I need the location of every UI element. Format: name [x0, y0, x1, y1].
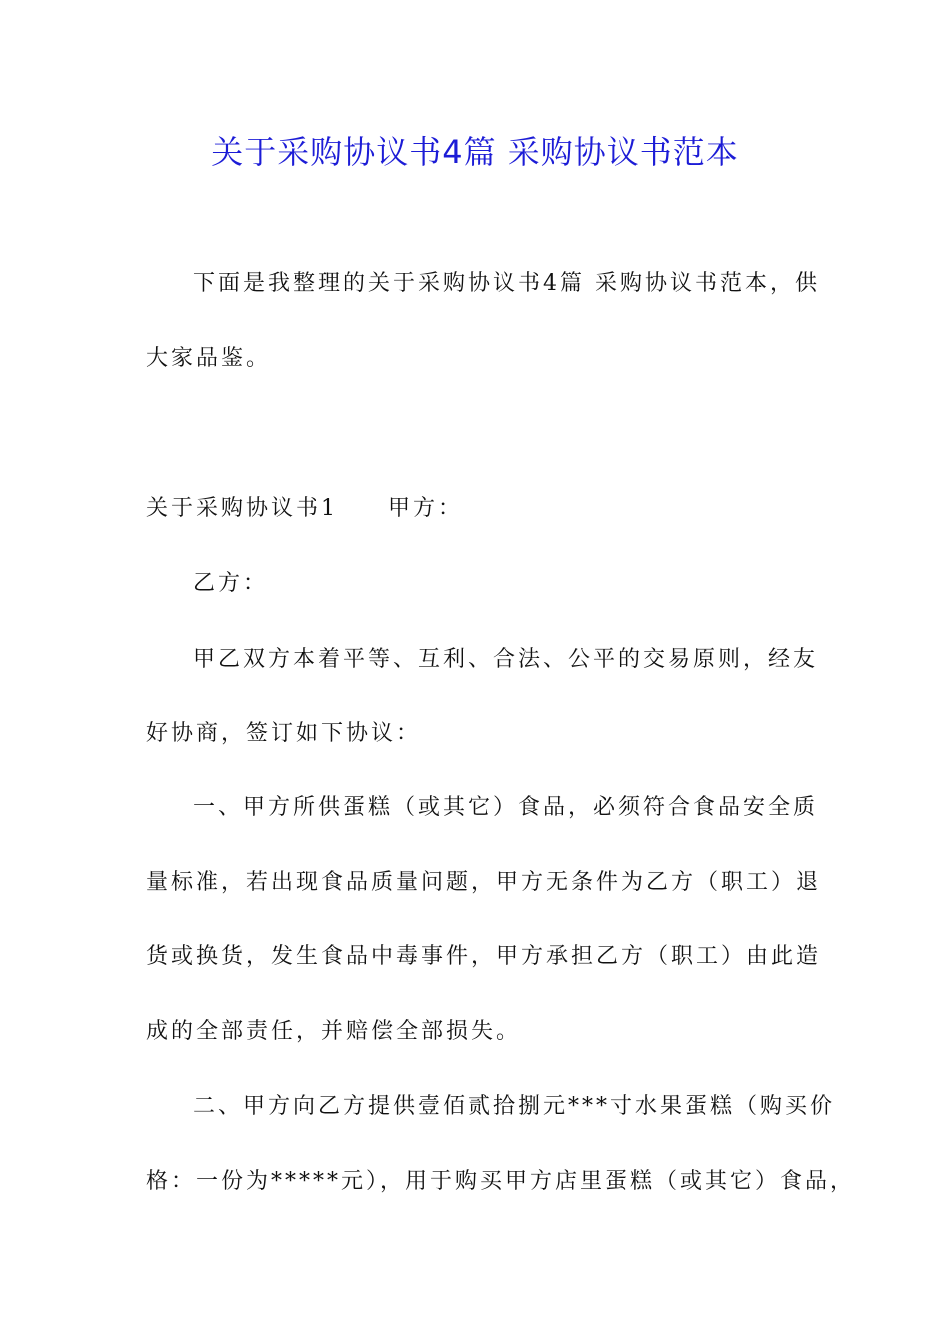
intro-line-1: 下面是我整理的关于采购协议书4篇 采购协议书范本，供 [193, 271, 820, 296]
para1-line-1: 甲乙双方本着平等、互利、合法、公平的交易原则，经友 [193, 647, 819, 672]
clause1-line-2: 量标准，若出现食品质量问题，甲方无条件为乙方（职工）退 [146, 870, 822, 895]
party-b-label: 乙方： [193, 571, 269, 596]
section-heading: 关于采购协议书1 [146, 496, 338, 521]
document-title: 关于采购协议书4篇 采购协议书范本 [211, 133, 739, 171]
clause2-line-2: 格：一份为*****元），用于购买甲方店里蛋糕（或其它）食品， [146, 1169, 856, 1194]
para1-line-2: 好协商，签订如下协议： [146, 721, 422, 746]
clause1-line-4: 成的全部责任，并赔偿全部损失。 [146, 1019, 522, 1044]
clause1-line-3: 货或换货，发生食品中毒事件，甲方承担乙方（职工）由此造 [146, 944, 822, 969]
clause2-line-1: 二、甲方向乙方提供壹佰贰拾捌元***寸水果蛋糕（购买价 [193, 1094, 836, 1119]
clause1-line-1: 一、甲方所供蛋糕（或其它）食品，必须符合食品安全质 [193, 795, 819, 820]
intro-line-2: 大家品鉴。 [146, 346, 272, 371]
party-a-label: 甲方： [388, 496, 464, 521]
section-heading-row [146, 491, 826, 527]
